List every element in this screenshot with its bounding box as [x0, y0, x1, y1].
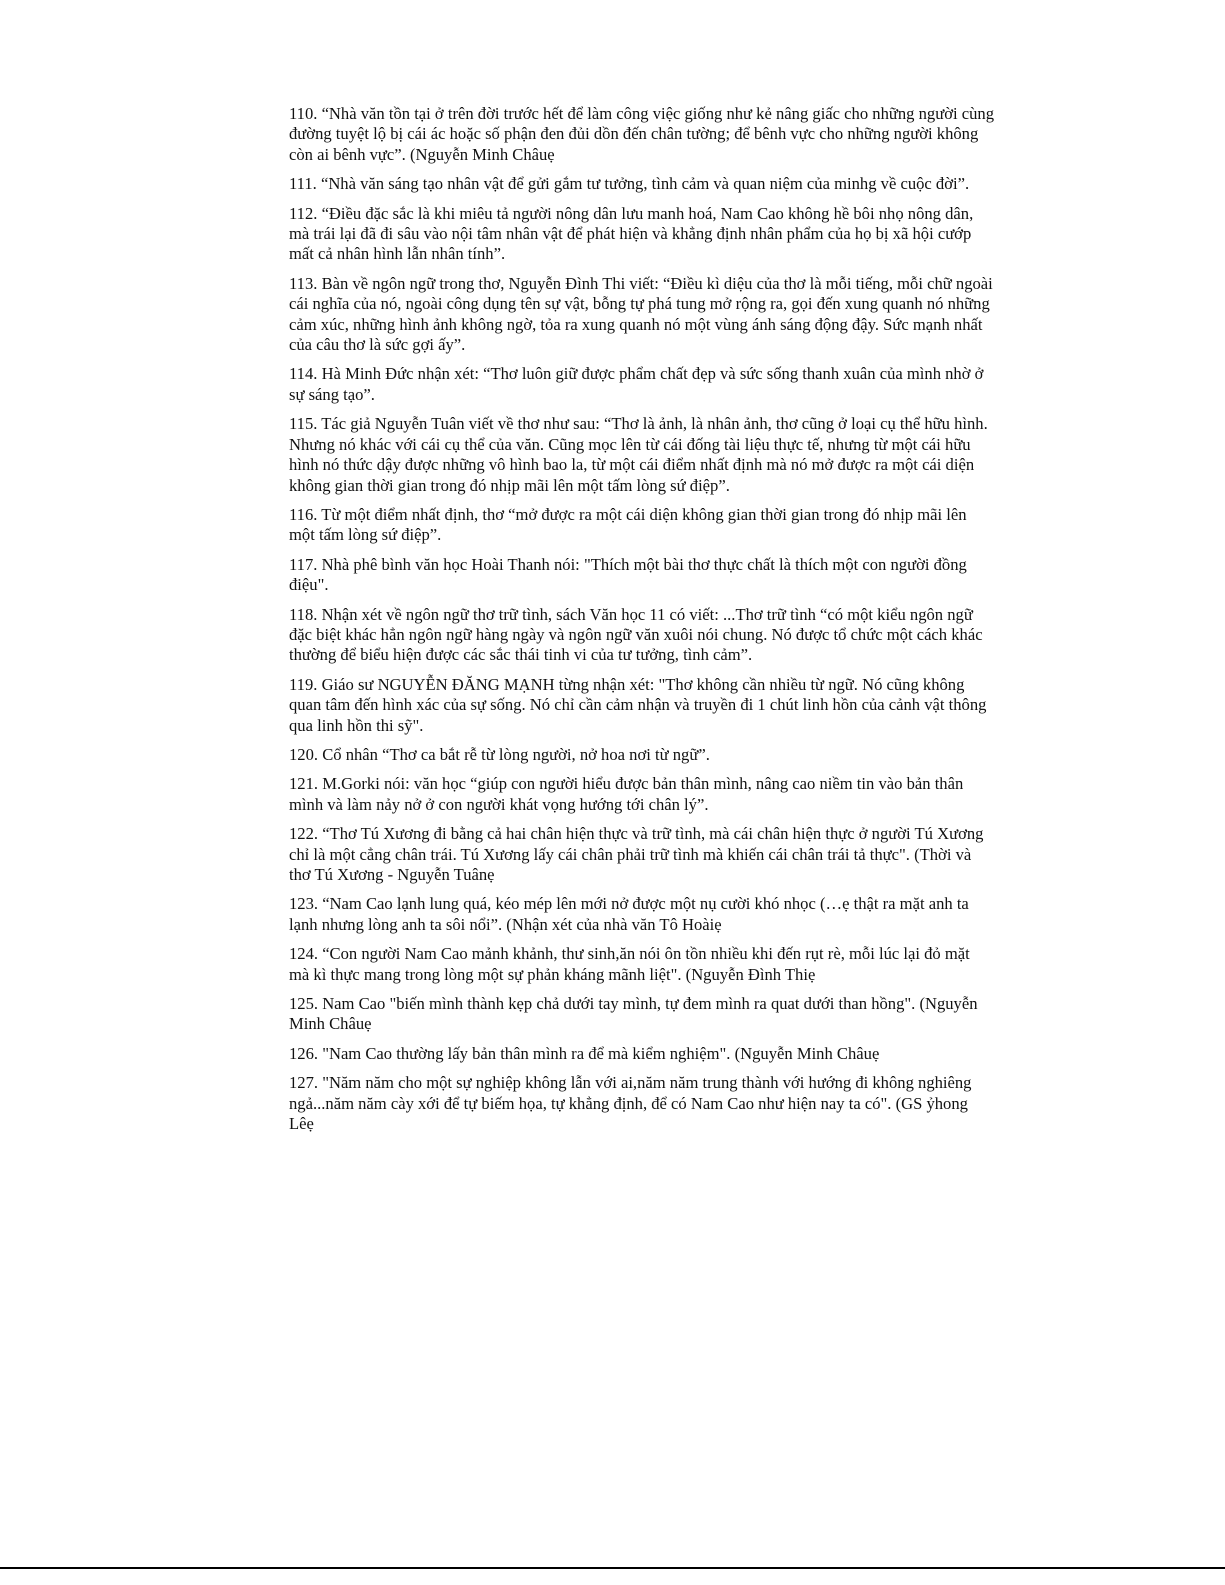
paragraph-124: 124. “Con người Nam Cao mảnh khảnh, thư sinh,ăn nói ôn tồn nhiều khi đến rụt rè, mỗi lúc lại đỏ mặt mà kì thực mang trong lòng một sự phản kháng mãnh liệt". (Nguyễn Đình Thiẹ: [289, 944, 970, 984]
paragraph-113: 113. Bàn về ngôn ngữ trong thơ, Nguyễn Đình Thi viết: “Điều kì diệu của thơ là mỗi tiếng, mỗi chữ ngoài cái nghĩa của nó, ngoài công dụng tên sự vật, bỗng tự phá tung mở rộng ra, gọi đến xung quanh nó những cảm xúc, những hình ảnh không ngờ, tỏa ra xung quanh nó một vùng ánh sáng động đậy. Sức mạnh nhất của câu thơ là sức gợi ấy”.: [289, 273, 993, 355]
paragraph-115: 115. Tác giả Nguyễn Tuân viết về thơ như sau: “Thơ là ảnh, là nhân ảnh, thơ cũng ở loại cụ thể hữu hình. Nhưng nó khác với cái cụ thể của văn. Cũng mọc lên từ cái đống tài liệu thực tế, nhưng từ một cái hữu hình nó thức dậy được những vô hình bao la, từ một cái điểm nhất định mà nó mở được ra một cái diện không gian thời gian trong đó nhịp mãi lên một tấm lòng sứ điệp”.: [289, 414, 988, 495]
document-body: [289, 104, 994, 1143]
paragraph-114: 114. Hà Minh Đức nhận xét: “Thơ luôn giữ được phẩm chất đẹp và sức sống thanh xuân của mình nhờ ở sự sáng tạo”.: [289, 364, 984, 404]
paragraph-112: 112. “Điều đặc sắc là khi miêu tả người nông dân lưu manh hoá, Nam Cao không hề bôi nhọ nông dân, mà trái lại đã đi sâu vào nội tâm nhân vật để phát hiện và khẳng định nhân phẩm của họ bị xã hội cướp mất cả nhân hình lẫn nhân tính”.: [289, 203, 974, 264]
paragraph-110: 110. “Nhà văn tồn tại ở trên đời trước hết để làm công việc giống như kẻ nâng giấc cho những người cùng đường tuyệt lộ bị cái ác hoặc số phận đen đủi dồn đến chân tường; để bênh vực cho những người không còn ai bênh vực”. (Nguyễn Minh Châuẹ: [289, 104, 994, 164]
paragraph-116: 116. Từ một điểm nhất định, thơ “mở được ra một cái diện không gian thời gian trong đó nhịp mãi lên một tấm lòng sứ điệp”.: [289, 504, 967, 545]
paragraph-126: 126. "Nam Cao thường lấy bản thân mình ra để mà kiểm nghiệm". (Nguyễn Minh Châuẹ: [289, 1043, 880, 1063]
paragraph-127: 127. "Năm năm cho một sự nghiệp không lẫn với ai,năm năm trung thành với hướng đi không nghiêng ngả...năm năm cày xới để tự biếm họa, tự khẳng định, để có Nam Cao như hiện nay ta có". (GS ỷhong Lêẹ: [289, 1073, 972, 1134]
paragraph-111: 111. “Nhà văn sáng tạo nhân vật để gửi gắm tư tưởng, tình cảm và quan niệm của minhg về cuộc đời”.: [289, 174, 970, 194]
paragraph-125: 125. Nam Cao "biến mình thành kẹp chả dưới tay mình, tự đem mình ra quat dưới than hồng". (Nguyễn Minh Châuẹ: [289, 994, 978, 1034]
paragraph-121: 121. M.Gorki nói: văn học “giúp con người hiểu được bản thân mình, nâng cao niềm tin vào bản thân mình và làm nảy nở ở con người khát vọng hướng tới chân lý”.: [289, 774, 964, 814]
paragraph-117: 117. Nhà phê bình văn học Hoài Thanh nói: "Thích một bài thơ thực chất là thích một con người đồng điệu".: [289, 554, 967, 595]
paragraph-118: 118. Nhận xét về ngôn ngữ thơ trữ tình, sách Văn học 11 có viết: ...Thơ trữ tình “có một kiểu ngôn ngữ đặc biệt khác hẳn ngôn ngữ hàng ngày và ngôn ngữ văn xuôi nói chung. Nó được tổ chức một cách khác thường để biểu hiện được các sắc thái tinh vi của tư tưởng, tình cảm”.: [289, 604, 983, 665]
paragraph-123: 123. “Nam Cao lạnh lung quá, kéo mép lên mới nở được một nụ cười khó nhọc (…ẹ thật ra mặt anh ta lạnh nhưng lòng anh ta sôi nổi”. (Nhận xét của nhà văn Tô Hoàiẹ: [289, 894, 969, 934]
page-bottom-rule: [0, 1567, 1225, 1569]
paragraph-120: 120. Cổ nhân “Thơ ca bắt rễ từ lòng người, nở hoa nơi từ ngữ”.: [289, 744, 710, 764]
paragraph-122: 122. “Thơ Tú Xương đi bằng cả hai chân hiện thực và trữ tình, mà cái chân hiện thực ở người Tú Xương chỉ là một cẳng chân trái. Tú Xương lấy cái chân phải trữ tình mà khiến cái chân trái tả thực". (Thời và thơ Tú Xương - Nguyễn Tuânẹ: [289, 824, 984, 884]
paragraph-119: 119. Giáo sư NGUYỄN ĐĂNG MẠNH từng nhận xét: "Thơ không cần nhiều từ ngữ. Nó cũng không quan tâm đến hình xác của sự sống. Nó chỉ cần cảm nhận và truyền đi 1 chút linh hồn của cảnh vật thông qua linh hồn thi sỹ".: [289, 674, 987, 735]
